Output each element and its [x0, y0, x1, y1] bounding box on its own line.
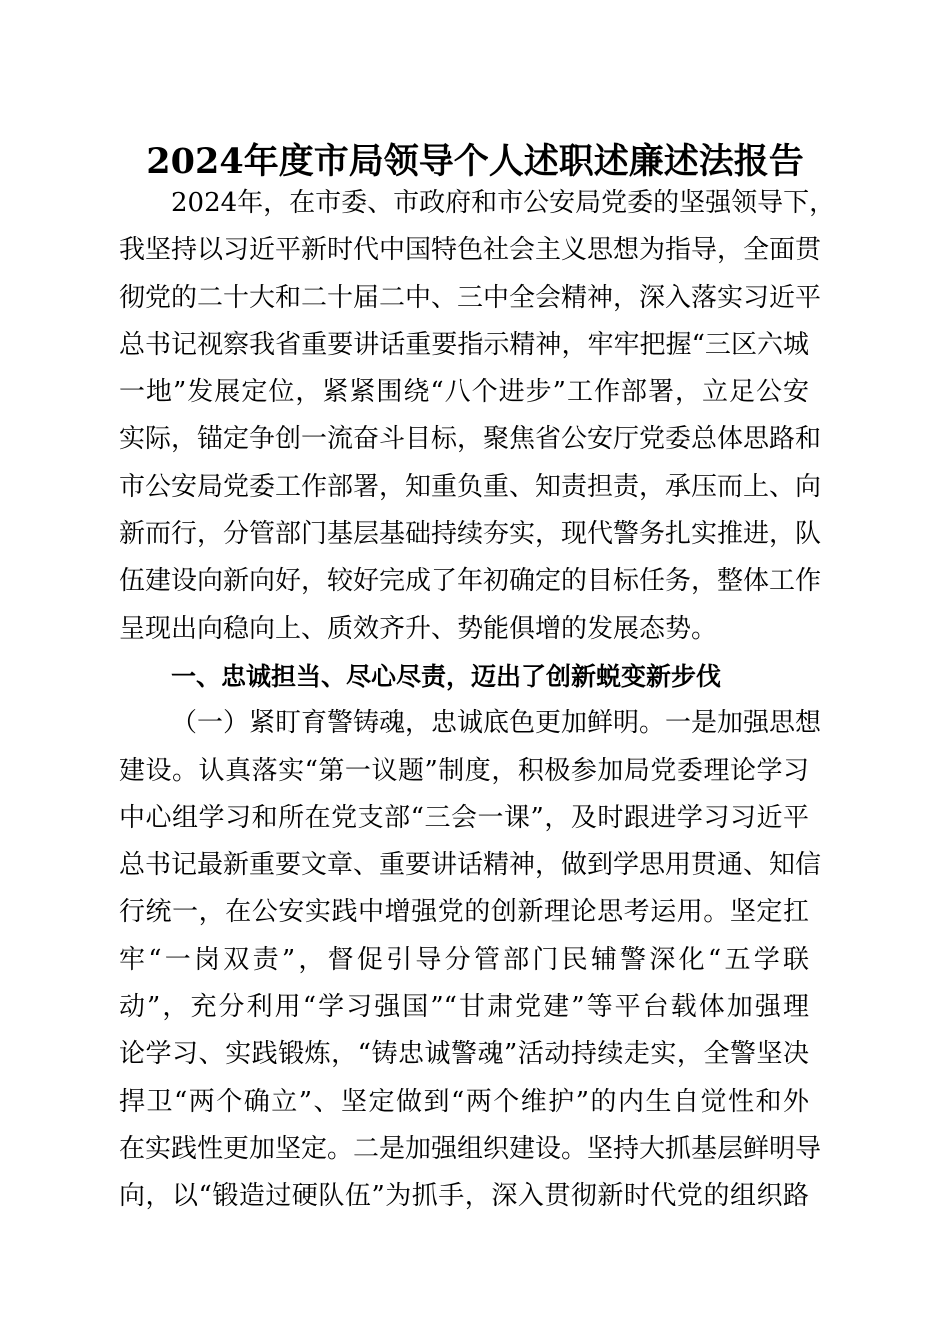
paragraph-line: 动”，充分利用“学习强国”“甘肃党建”等平台载体加强理 — [119, 992, 809, 1023]
paragraph-line: 新而行，分管部门基层基础持续夯实，现代警务扎实推进，队 — [119, 519, 822, 550]
paragraph-line: （一）紧盯育警铸魂，忠诚底色更加鲜明。一是加强思想 — [171, 708, 822, 739]
paragraph-line: 行统一，在公安实践中增强党的创新理论思考运用。坚定扛 — [119, 897, 809, 928]
document-body — [119, 180, 836, 1221]
paragraph-line: 总书记最新重要文章、重要讲话精神，做到学思用贯通、知信 — [119, 850, 822, 881]
paragraph-line: 捍卫“两个确立”、坚定做到“两个维护”的内生自觉性和外 — [119, 1086, 809, 1117]
paragraph-line: 伍建设向新向好，较好完成了年初确定的目标任务，整体工作 — [119, 566, 822, 597]
paragraph-line: 论学习、实践锻炼，“铸忠诚警魂”活动持续走实，全警坚决 — [119, 1039, 809, 1070]
paragraph-line: 彻党的二十大和二十届二中、三中全会精神，深入落实习近平 — [119, 282, 822, 313]
paragraph-line: 一地”发展定位，紧紧围绕“八个进步”工作部署，立足公安 — [119, 377, 809, 408]
paragraph-line: 实际，锚定争创一流奋斗目标，聚焦省公安厅党委总体思路和 — [119, 424, 822, 455]
paragraph-line: 牢“一岗双责”，督促引导分管部门民辅警深化“五学联 — [119, 944, 809, 975]
section-heading: 一、忠诚担当、尽心尽责，迈出了创新蜕变新步伐 — [171, 661, 722, 691]
paragraph-line: 建设。认真落实“第一议题”制度，积极参加局党委理论学习 — [119, 755, 809, 786]
paragraph-line: 市公安局党委工作部署，知重负重、知责担责，承压而上、向 — [119, 471, 822, 502]
paragraph-line: 呈现出向稳向上、质效齐升、势能俱增的发展态势。 — [119, 613, 718, 644]
paragraph-line: 向，以“锻造过硬队伍”为抓手，深入贯彻新时代党的组织路 — [119, 1181, 809, 1212]
paragraph-line: 中心组学习和所在党支部“三会一课”，及时跟进学习习近平 — [119, 802, 809, 833]
paragraph-line: 在实践性更加坚定。二是加强组织建设。坚持大抓基层鲜明导 — [119, 1133, 822, 1164]
paragraph-line: 总书记视察我省重要讲话重要指示精神，牢牢把握“三区六城 — [119, 329, 809, 360]
paragraph-line: 2024年，在市委、市政府和市公安局党委的坚强领导下， — [171, 188, 836, 218]
paragraph-line: 我坚持以习近平新时代中国特色社会主义思想为指导，全面贯 — [119, 235, 822, 266]
document-title: 2024年度市局领导个人述职述廉述法报告 — [146, 141, 804, 182]
